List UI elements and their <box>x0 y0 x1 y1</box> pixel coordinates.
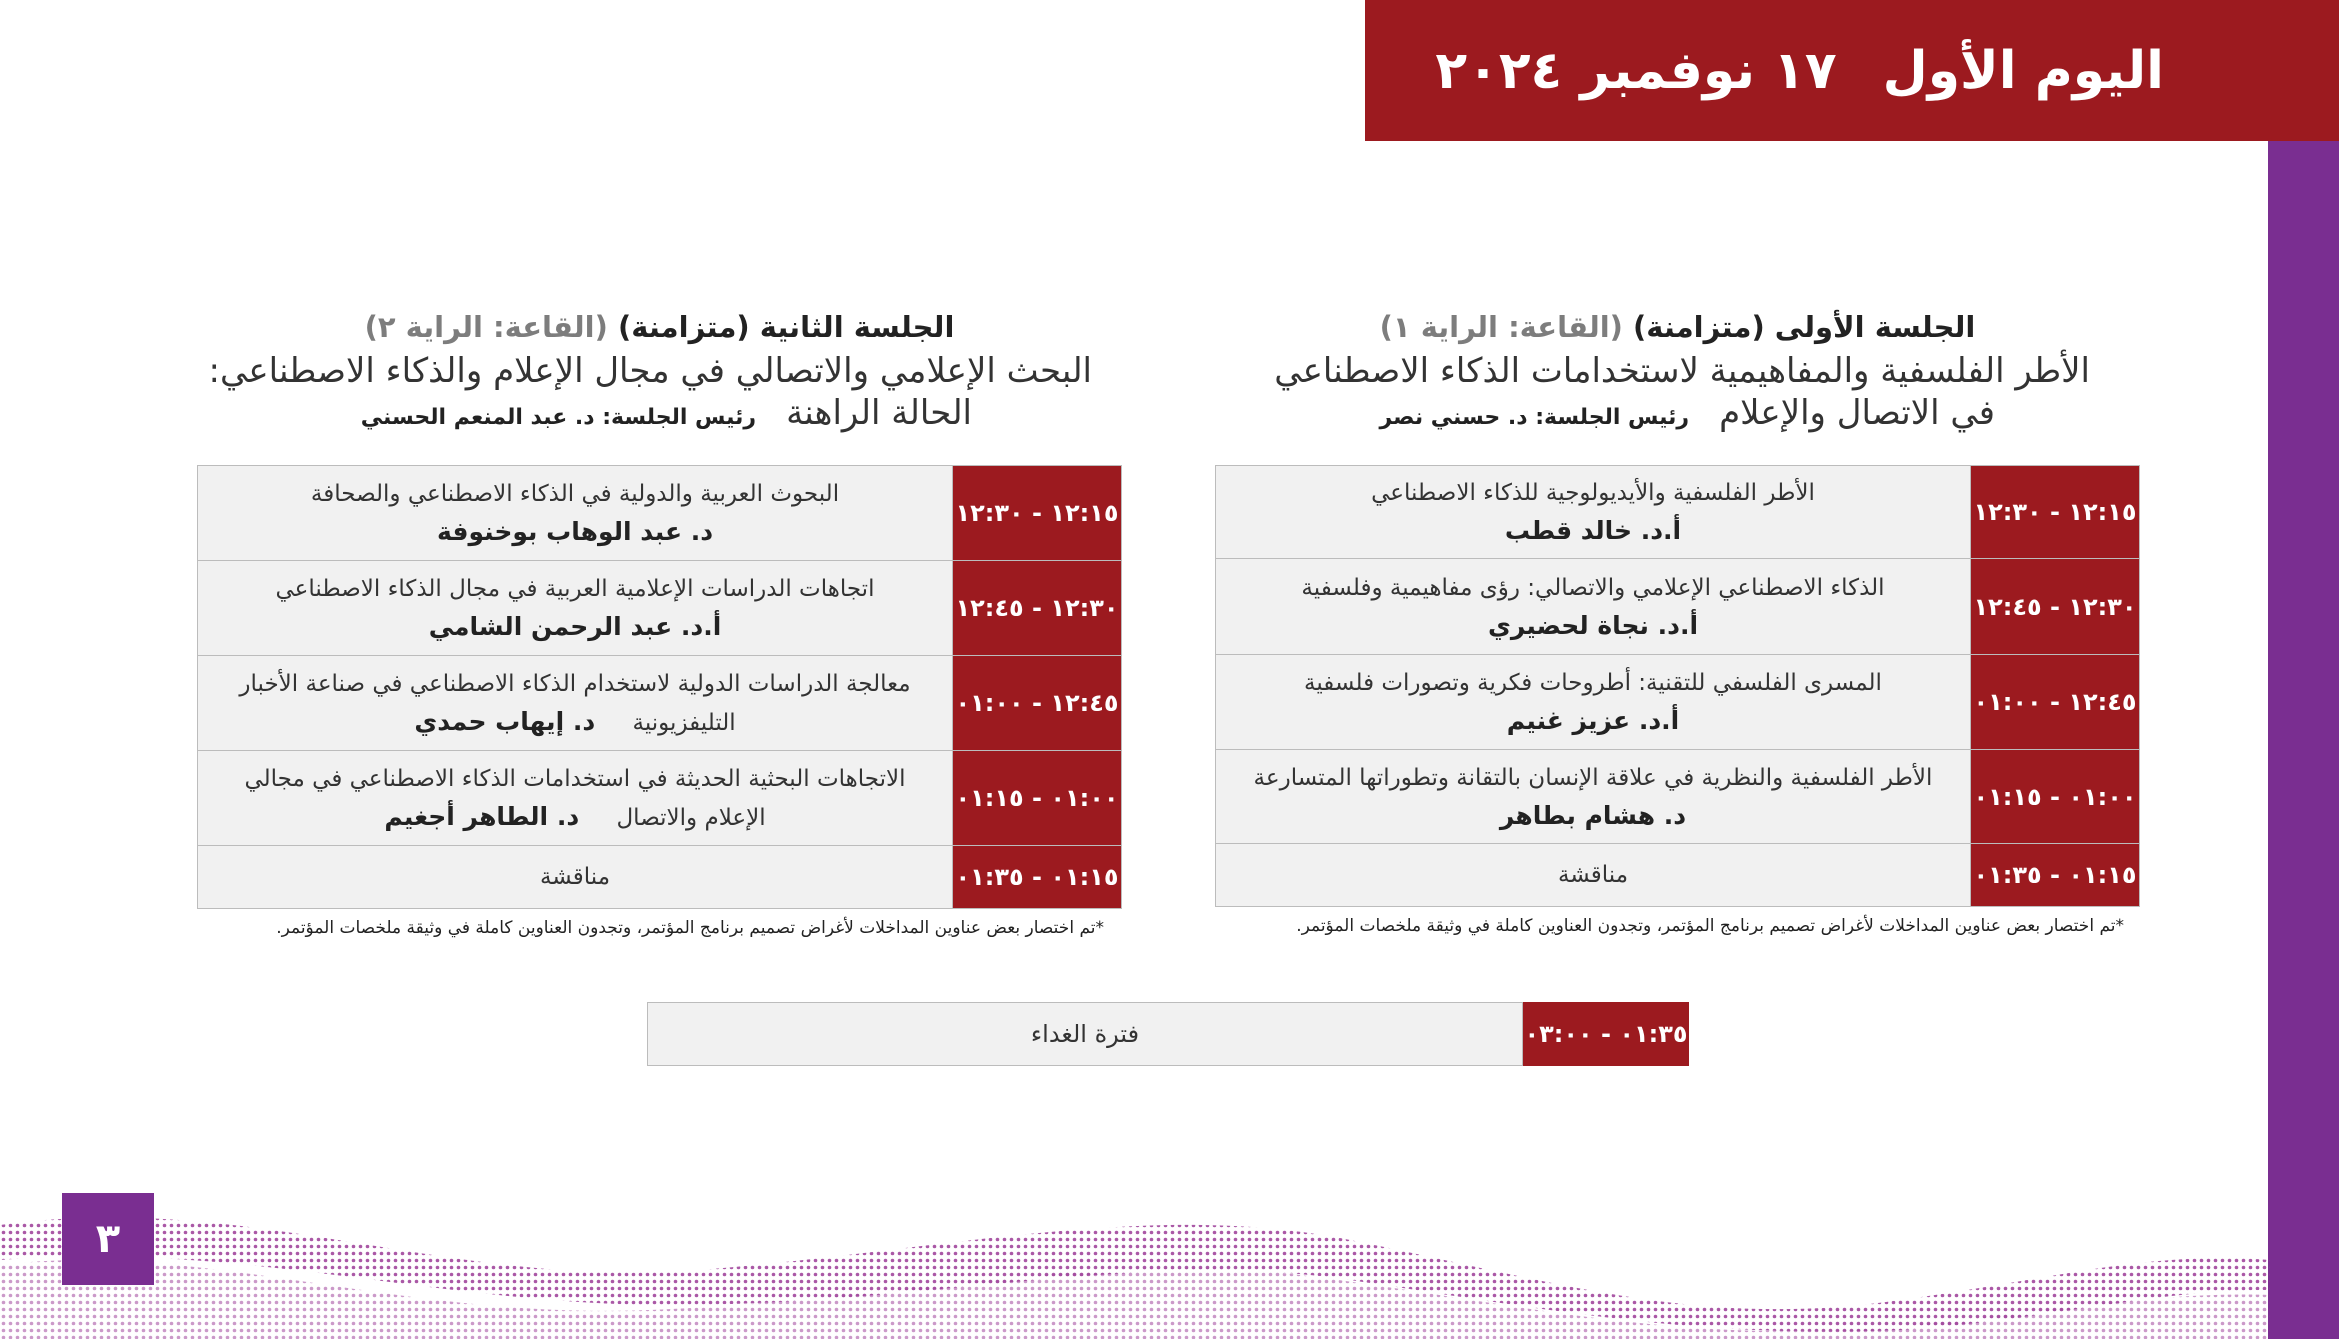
table-row <box>1216 466 2140 559</box>
session-1-chair: رئيس الجلسة: د. حسني نصر <box>1379 405 1690 430</box>
session-2-name: الجلسة الثانية (متزامنة) <box>618 310 955 344</box>
slot-time: ٠١:١٥ - ٠١:٣٥ <box>953 846 1122 909</box>
slot-time: ٠١:٠٠ - ٠١:١٥ <box>1971 750 2140 844</box>
session-2 <box>197 310 1122 439</box>
speaker-name: أ.د. عبد الرحمن الشامي <box>428 612 722 641</box>
speaker-name: د. الطاهر أجغيم <box>384 801 580 831</box>
talk-title-cont: الإعلام والاتصال <box>616 804 766 831</box>
session-1-name: الجلسة الأولى (متزامنة) <box>1633 310 1976 344</box>
speaker-name: أ.د. نجاة لحضيري <box>1487 610 1699 640</box>
date-title: ١٧ نوفمبر ٢٠٢٤ <box>1435 40 1837 101</box>
speaker-name: أ.د. خالد قطب <box>1504 516 1682 545</box>
table-row <box>198 466 1122 561</box>
talk-title: الأطر الفلسفية والنظرية في علاقة الإنسان بالتقانة وتطوراتها المتسارعة <box>1253 764 1933 791</box>
slot-topic <box>1216 466 1971 559</box>
slot-time: ١٢:٣٠ - ١٢:٤٥ <box>1971 559 2140 655</box>
speaker-name: د. إيهاب حمدي <box>414 706 596 736</box>
table-row <box>198 656 1122 751</box>
slot-topic <box>198 466 953 561</box>
talk-title: الأطر الفلسفية والأيديولوجية للذكاء الاصطناعي <box>1371 480 1815 506</box>
session-1-table <box>1215 465 2140 907</box>
header-bar <box>1365 0 2339 141</box>
decorative-wave <box>0 1180 2270 1339</box>
session-2-hall: (القاعة: الراية ٢) <box>364 310 608 344</box>
speaker-name: أ.د. عزيز غنيم <box>1506 706 1680 735</box>
session-1-title-line1: الأطر الفلسفية والمفاهيمية لاستخدامات الذكاء الاصطناعي <box>1274 351 2090 391</box>
slot-time: ٠١:١٥ - ٠١:٣٥ <box>1971 844 2140 907</box>
slot-topic: مناقشة <box>1216 844 1971 907</box>
session-2-heading <box>197 310 1122 344</box>
session-1-title <box>1215 350 2140 439</box>
session-1 <box>1215 310 2140 439</box>
session-2-footnote: *تم اختصار بعض عناوين المداخلات لأغراض تصميم برنامج المؤتمر، وتجدون العناوين كاملة في وثيقة ملخصات المؤتمر. <box>276 918 1104 938</box>
table-row <box>198 751 1122 846</box>
speaker-name: د. عبد الوهاب بوخنوفة <box>436 517 714 546</box>
session-1-hall: (القاعة: الراية ١) <box>1379 310 1623 344</box>
session-2-title-line1: البحث الإعلامي والاتصالي في مجال الإعلام والذكاء الاصطناعي: <box>208 351 1092 391</box>
page-number: ٣ <box>62 1193 154 1285</box>
session-1-title-line2: في الاتصال والإعلام <box>1719 393 1995 433</box>
table-row <box>198 561 1122 656</box>
speaker-name: د. هشام بطاهر <box>1499 800 1687 830</box>
session-1-heading <box>1215 310 2140 344</box>
talk-title-cont: التليفزيونية <box>632 709 736 736</box>
session-2-title-line2: الحالة الراهنة <box>786 393 972 433</box>
slot-topic <box>1216 655 1971 750</box>
slot-time: ١٢:١٥ - ١٢:٣٠ <box>1971 466 2140 559</box>
table-row <box>1216 750 2140 844</box>
lunch-row <box>647 1002 1689 1066</box>
slot-time: ١٢:٣٠ - ١٢:٤٥ <box>953 561 1122 656</box>
slot-time: ١٢:١٥ - ١٢:٣٠ <box>953 466 1122 561</box>
lunch-label: فترة الغداء <box>647 1002 1523 1066</box>
table-row <box>1216 655 2140 750</box>
table-row <box>1216 844 2140 907</box>
slot-topic: مناقشة <box>198 846 953 909</box>
day-title: اليوم الأول <box>1882 40 2164 101</box>
talk-title: المسرى الفلسفي للتقنية: أطروحات فكرية وتصورات فلسفية <box>1304 670 1882 696</box>
talk-title: اتجاهات الدراسات الإعلامية العربية في مجال الذكاء الاصطناعي <box>275 576 875 602</box>
session-1-footnote: *تم اختصار بعض عناوين المداخلات لأغراض تصميم برنامج المؤتمر، وتجدون العناوين كاملة في وثيقة ملخصات المؤتمر. <box>1296 916 2124 936</box>
slot-topic <box>198 561 953 656</box>
slot-time: ١٢:٤٥ - ٠١:٠٠ <box>953 656 1122 751</box>
session-2-title <box>197 350 1122 439</box>
talk-title: معالجة الدراسات الدولية لاستخدام الذكاء الاصطناعي في صناعة الأخبار <box>239 670 911 697</box>
slot-time: ٠١:٠٠ - ٠١:١٥ <box>953 751 1122 846</box>
lunch-time: ٠١:٣٥ - ٠٣:٠٠ <box>1523 1002 1689 1066</box>
slot-topic <box>1216 559 1971 655</box>
side-accent-strip <box>2268 141 2339 1339</box>
slot-topic <box>198 656 953 751</box>
slot-time: ١٢:٤٥ - ٠١:٠٠ <box>1971 655 2140 750</box>
talk-title: الاتجاهات البحثية الحديثة في استخدامات الذكاء الاصطناعي في مجالي <box>244 765 906 792</box>
table-row <box>198 846 1122 909</box>
talk-title: الذكاء الاصطناعي الإعلامي والاتصالي: رؤى مفاهيمية وفلسفية <box>1301 574 1885 601</box>
slot-topic <box>1216 750 1971 844</box>
talk-title: البحوث العربية والدولية في الذكاء الاصطناعي والصحافة <box>310 481 840 507</box>
slot-topic <box>198 751 953 846</box>
session-2-table <box>197 465 1122 909</box>
table-row <box>1216 559 2140 655</box>
session-2-chair: رئيس الجلسة: د. عبد المنعم الحسني <box>360 405 757 430</box>
